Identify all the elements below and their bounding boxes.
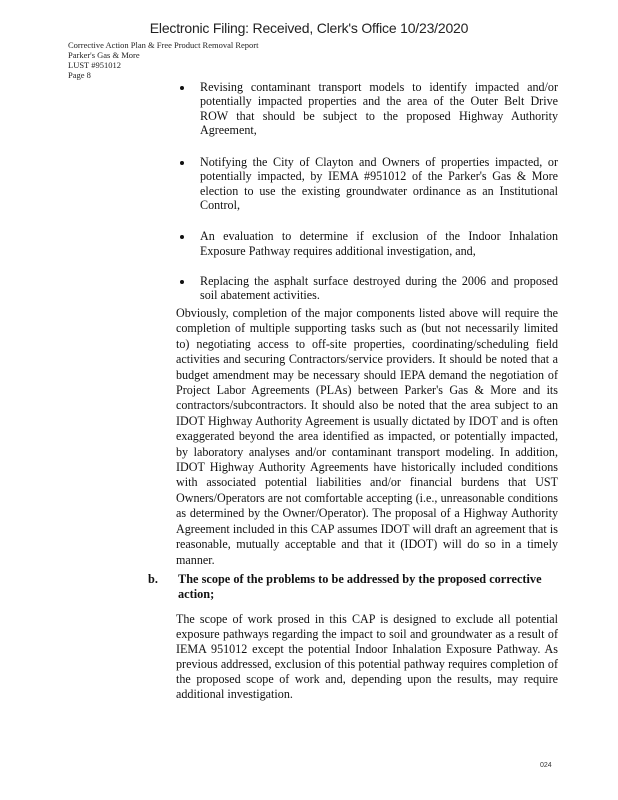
bullet-item — [176, 229, 558, 258]
bullet-item — [176, 274, 558, 303]
bullet-item — [176, 155, 558, 212]
section-label: b. — [148, 572, 158, 586]
section-title: The scope of the problems to be addressed by the proposed corrective action; — [178, 572, 542, 601]
filing-stamp: Electronic Filing: Received, Clerk's Office 10/23/2020 — [149, 20, 469, 36]
bullet-icon — [180, 235, 184, 239]
header-site-name: Parker's Gas & More — [68, 50, 140, 60]
body-paragraph-supporting-tasks: Obviously, completion of the major components listed above will require the completion of multiple supporting tasks such as (but not necessarily limited to) negotiating access to off-site properties, coordinating/scheduling field activities and securing Contractors/service providers. It should be noted that a budget amendment may be necessary should IEPA demand the negotiation of Project Labor Agreements (PLAs) between Parker's Gas & More and its contractors/subcontractors. It should also be noted that the area subject to an IDOT Highway Authority Agreement is usually dictated by IDOT and is often exaggerated beyond the area identified as impacted, or potentially impacted, by laboratory analyses and/or contaminant transport modeling. In addition, IDOT Highway Authority Agreements have historically included conditions with associated potential liabilities and/or financial burdens that UST Owners/Operators are not comfortable accepting (i.e., unreasonable conditions as determined by the Owner/Operator). The proposal of a Highway Authority Agreement included in this CAP assumes IDOT will draft an agreement that is reasonable, mutually acceptable and that it (IDOT) will do so in a timely manner. — [176, 306, 558, 567]
header-lust-number: LUST #951012 — [68, 60, 121, 70]
section-heading — [148, 572, 558, 601]
header-report-title: Corrective Action Plan & Free Product Removal Report — [68, 40, 259, 50]
document-header — [68, 40, 259, 80]
bullet-item — [176, 80, 558, 137]
bullet-text: Replacing the asphalt surface destroyed during the 2006 and proposed soil abatement activities. — [200, 273, 558, 303]
task-bullet-list — [176, 80, 558, 303]
bullet-text: Revising contaminant transport models to identify impacted and/or potentially impacted properties and the area of the Outer Belt Drive ROW that should be subject to the proposed Highway Authority Agreement, — [200, 80, 558, 137]
header-page-number: Page 8 — [68, 70, 91, 80]
bullet-icon — [180, 161, 184, 165]
body-paragraph-scope: The scope of work prosed in this CAP is designed to exclude all potential exposure pathways regarding the impact to soil and groundwater as a result of IEMA 951012 except the potential Indoor Inhalation Exposure Pathway. As previous addressed, exclusion of this potential pathway requires completion of the proposed scope of work and, depending upon the results, may require additional investigation. — [176, 612, 558, 701]
bullet-icon — [180, 86, 184, 90]
page-mark: 024 — [540, 762, 552, 769]
bullet-icon — [180, 280, 184, 284]
bullet-text: Notifying the City of Clayton and Owners of properties impacted, or potentially impacted, by IEMA #951012 of the Parker's Gas & More election to use the existing groundwater ordinance as an Institutional Control, — [200, 155, 558, 213]
bullet-text: An evaluation to determine if exclusion of the Indoor Inhalation Exposure Pathway requires additional investigation, and, — [200, 229, 558, 258]
